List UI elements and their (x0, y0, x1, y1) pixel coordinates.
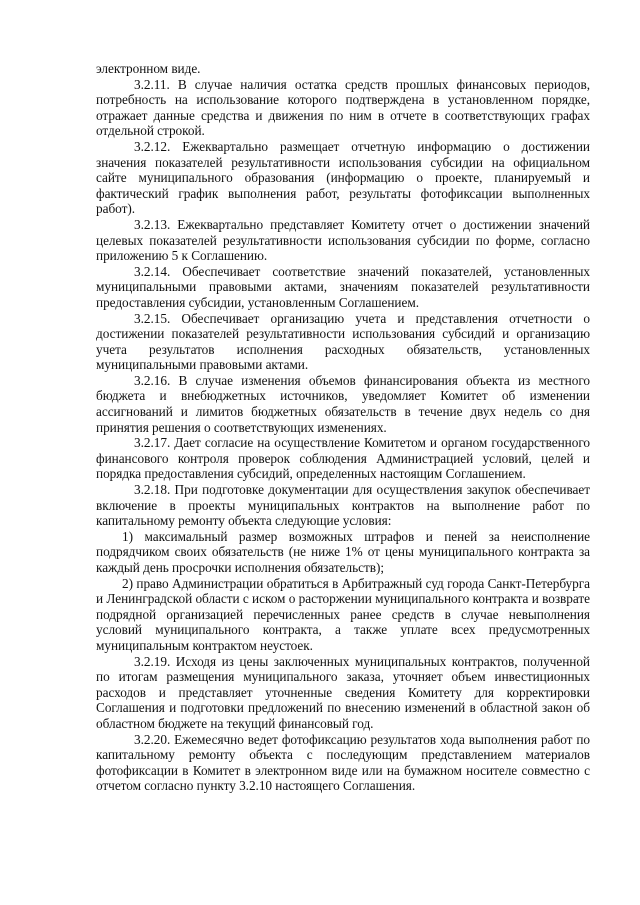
list-item-1: 1) максимальный размер возможных штрафов и пеней за неисполнение подрядчиком своих обязательств (не ниже 1% от цены муниципального контракта за каждый день просрочки исполнения обязательств); (96, 528, 590, 575)
paragraph-3-2-16: 3.2.16. В случае изменения объемов финансирования объекта из местного бюджета и внебюджетных источников, уведомляет Комитет об изменении ассигнований и лимитов бюджетных обязательств в течение двух недель со дня принятия решения о соответствующих изменениях. (96, 372, 590, 435)
paragraph-3-2-19: 3.2.19. Исходя из цены заключенных муниципальных контрактов, полученной по итогам размещения муниципального заказа, уточняет объем инвестиционных расходов и представляет уточненные сведения Комитету для корректировки Соглашения и подготовки предложений по внесению изменений в областной закон об областном бюджете на текущий финансовый год. (96, 653, 590, 731)
paragraph-3-2-14: 3.2.14. Обеспечивает соответствие значений показателей, установленных муниципальными правовыми актами, значениям показателей результативности предоставления субсидии, установленным Соглашением. (96, 263, 590, 310)
paragraph-3-2-17: 3.2.17. Дает согласие на осуществление Комитетом и органом государственного финансового контроля проверок соблюдения Администрацией условий, целей и порядка предоставления субсидий, определенных настоящим Соглашением. (96, 435, 590, 482)
paragraph-3-2-11: 3.2.11. В случае наличия остатка средств прошлых финансовых периодов, потребность на использование которого подтверждена в установленном порядке, отражает данные средства и движения по ним в отчете в соответствующих графах отдельной строкой. (96, 76, 590, 139)
paragraph-continuation: электронном виде. (96, 61, 201, 76)
paragraph-3-2-12: 3.2.12. Ежеквартально размещает отчетную информацию о достижении значения показателей результативности использования субсидии на официальном сайте муниципального образования (информацию о проекте, планируемый и фактический график выполнения работ, результаты фотофиксации выполненных работ). (96, 138, 590, 217)
paragraph-3-2-13: 3.2.13. Ежеквартально представляет Комитету отчет о достижении значений целевых показателей результативности использования субсидии по форме, согласно приложению 5 к Соглашению. (96, 216, 590, 264)
list-item-2: 2) право Администрации обратиться в Арбитражный суд города Санкт-Петербурга и Ленинградской области с иском о расторжении муниципального контракта и возврате подрядной организацией перечисленных ранее средств в случае невыполнения условий муниципального контракта, а также уплате всех предусмотренных муниципальным контрактом неустоек. (96, 575, 590, 653)
paragraph-3-2-18: 3.2.18. При подготовке документации для осуществления закупок обеспечивает включение в проекты муниципальных контрактов на выполнение работ по капитальному ремонту объекта следующие условия: (96, 482, 590, 529)
paragraph-3-2-15: 3.2.15. Обеспечивает организацию учета и представления отчетности о достижении показателей результативности использования субсидий и организацию учета результатов исполнения расходных обязательств, установленных муниципальными правовыми актами. (96, 310, 590, 373)
paragraph-3-2-20: 3.2.20. Ежемесячно ведет фотофиксацию результатов хода выполнения работ по капитальному ремонту объекта с последующим представлением материалов фотофиксации в Комитет в электронном виде или на бумажном носителе совместно с отчетом согласно пункту 3.2.10 настоящего Соглашения. (96, 731, 590, 794)
